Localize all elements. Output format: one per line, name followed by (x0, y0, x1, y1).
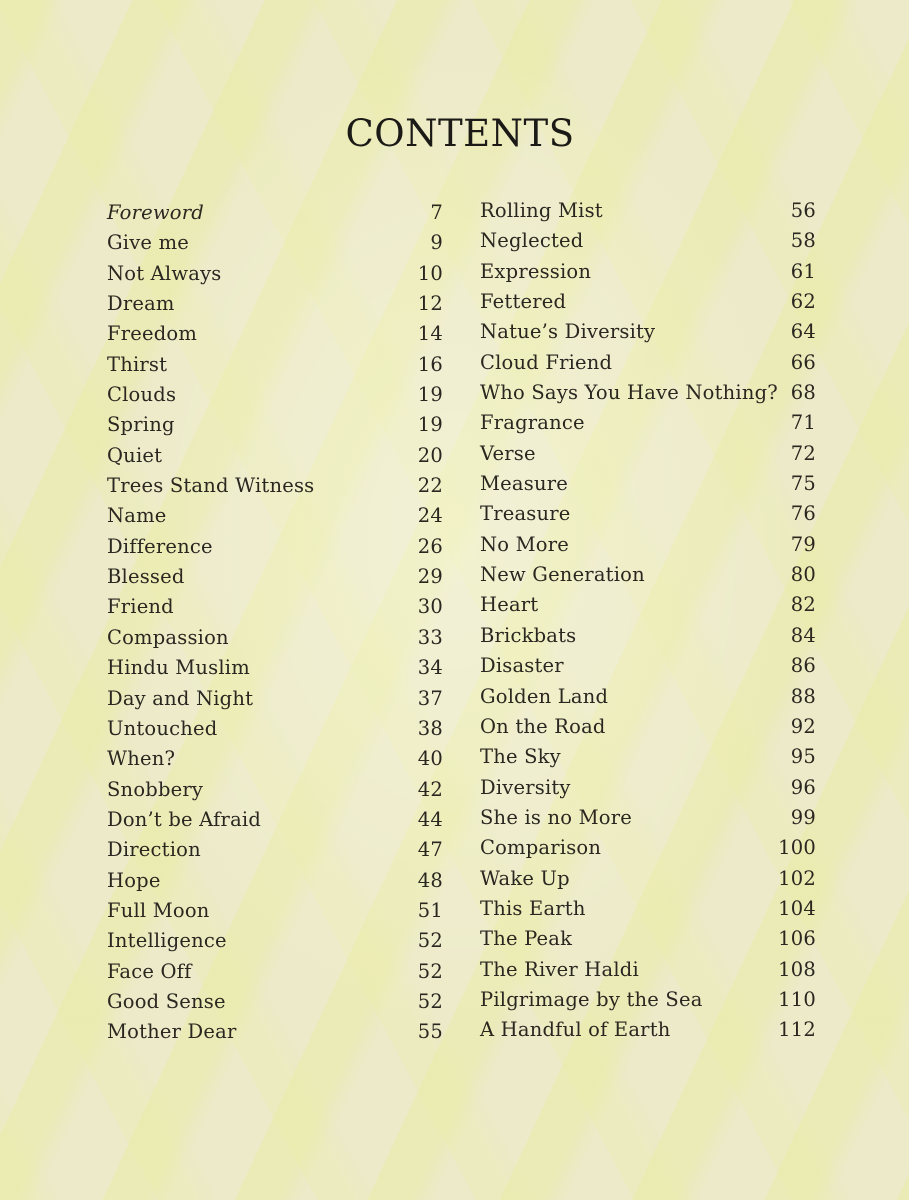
toc-right-column (480, 196, 816, 1046)
toc-entry-page-number: 19 (417, 383, 443, 407)
toc-entry-page-number: 79 (790, 532, 816, 556)
toc-entry-title: The Sky (480, 745, 561, 769)
toc-entry (107, 501, 443, 531)
toc-entry (107, 684, 443, 714)
toc-entry (107, 592, 443, 622)
toc-entry-title: The River Haldi (480, 957, 639, 981)
toc-entry-page-number: 112 (778, 1018, 816, 1042)
toc-entry (480, 682, 816, 712)
toc-entry (480, 408, 816, 438)
toc-entry (480, 499, 816, 529)
toc-entry-page-number: 106 (778, 927, 816, 951)
toc-entry (480, 378, 816, 408)
toc-entry-title: Disaster (480, 654, 564, 678)
toc-entry-title: Intelligence (107, 929, 227, 953)
toc-entry (480, 1015, 816, 1045)
toc-entry-title: She is no More (480, 805, 632, 829)
toc-entry-title: Heart (480, 593, 539, 617)
toc-entry-page-number: 30 (417, 595, 443, 619)
toc-entry-page-number: 7 (430, 201, 443, 224)
toc-entry-page-number: 110 (778, 987, 816, 1011)
toc-entry-title: Face Off (107, 959, 192, 983)
toc-entry (107, 653, 443, 683)
toc-entry (480, 226, 816, 256)
toc-entry (107, 866, 443, 896)
toc-entry (107, 987, 443, 1017)
toc-entry (480, 894, 816, 924)
toc-entry-page-number: 10 (417, 261, 443, 285)
toc-entry-page-number: 44 (417, 807, 443, 831)
toc-entry-page-number: 19 (417, 413, 443, 437)
toc-entry (107, 410, 443, 440)
toc-entry-title: Hindu Muslim (107, 656, 250, 680)
toc-entry-page-number: 37 (417, 686, 443, 710)
toc-entry-page-number: 22 (417, 474, 443, 498)
toc-entry (480, 348, 816, 378)
toc-entry-title: Mother Dear (107, 1020, 237, 1044)
toc-entry (480, 287, 816, 317)
toc-entry (480, 317, 816, 347)
toc-entry-title: Brickbats (480, 623, 577, 647)
toc-entry-page-number: 55 (417, 1020, 443, 1044)
toc-entry-page-number: 75 (790, 472, 816, 496)
toc-entry-page-number: 51 (417, 898, 443, 922)
toc-entry (107, 926, 443, 956)
toc-entry-title: Blessed (107, 565, 185, 589)
toc-entry (480, 439, 816, 469)
toc-entry-page-number: 96 (790, 775, 816, 799)
toc-entry-page-number: 86 (790, 654, 816, 678)
toc-entry (107, 957, 443, 987)
toc-entry-title: Don’t be Afraid (107, 807, 262, 831)
toc-entry-page-number: 14 (417, 322, 443, 346)
toc-entry (107, 380, 443, 410)
toc-entry-page-number: 62 (790, 290, 816, 314)
toc-entry-title: New Generation (480, 563, 645, 587)
toc-entry-title: When? (107, 747, 176, 771)
toc-entry-title: Direction (107, 838, 201, 862)
toc-entry-title: Comparison (480, 836, 602, 860)
toc-entry-page-number: 29 (417, 565, 443, 589)
toc-entry-title: Expression (480, 259, 592, 283)
toc-entry-page-number: 24 (417, 504, 443, 528)
toc-entry-title: Untouched (107, 716, 218, 740)
toc-entry-page-number: 108 (778, 957, 816, 981)
toc-entry-page-number: 88 (790, 684, 816, 708)
toc-left-column (107, 198, 443, 1048)
toc-entry-page-number: 58 (790, 229, 816, 253)
toc-entry-title: Thirst (107, 352, 168, 376)
toc-entry-page-number: 26 (417, 534, 443, 558)
toc-entry-title: Treasure (480, 502, 571, 526)
toc-entry-page-number: 71 (790, 411, 816, 435)
toc-entry (480, 621, 816, 651)
toc-entry (480, 651, 816, 681)
toc-entry-title: Natue’s Diversity (480, 320, 656, 344)
toc-entry-page-number: 76 (790, 502, 816, 526)
toc-entry-page-number: 48 (417, 868, 443, 892)
toc-entry (107, 471, 443, 501)
toc-entry (107, 289, 443, 319)
toc-entry (107, 896, 443, 926)
toc-entry-page-number: 40 (417, 747, 443, 771)
toc-entry-title: Not Always (107, 261, 222, 285)
toc-entry-title: On the Road (480, 714, 606, 738)
toc-entry-page-number: 99 (790, 805, 816, 829)
toc-entry (480, 196, 816, 226)
toc-entry (480, 924, 816, 954)
toc-entry (480, 712, 816, 742)
toc-entry-title: Fettered (480, 290, 567, 314)
toc-entry-page-number: 102 (778, 866, 816, 890)
toc-entry-page-number: 95 (790, 745, 816, 769)
toc-entry-page-number: 68 (790, 381, 816, 405)
toc-entry (107, 532, 443, 562)
toc-entry-page-number: 82 (790, 593, 816, 617)
toc-entry-title: Neglected (480, 229, 584, 253)
toc-entry-title: Fragrance (480, 411, 585, 435)
toc-entry-title: Rolling Mist (480, 199, 603, 222)
toc-entry-title: Wake Up (480, 866, 570, 890)
toc-entry-page-number: 34 (417, 656, 443, 680)
toc-entry-page-number: 64 (790, 320, 816, 344)
toc-entry-page-number: 56 (790, 199, 816, 222)
toc-entry-page-number: 33 (417, 625, 443, 649)
toc-entry-page-number: 61 (790, 259, 816, 283)
toc-entry-title: Compassion (107, 625, 229, 649)
toc-entry (480, 530, 816, 560)
toc-entry (107, 319, 443, 349)
toc-entry (480, 864, 816, 894)
toc-entry-page-number: 16 (417, 352, 443, 376)
toc-entry-page-number: 20 (417, 443, 443, 467)
toc-entry (107, 259, 443, 289)
toc-entry (107, 198, 443, 228)
toc-entry (480, 955, 816, 985)
toc-entry-page-number: 100 (778, 836, 816, 860)
toc-entry (480, 833, 816, 863)
toc-entry-page-number: 38 (417, 716, 443, 740)
toc-entry-title: Dream (107, 292, 175, 316)
toc-entry-page-number: 47 (417, 838, 443, 862)
toc-entry-title: Give me (107, 231, 189, 255)
toc-entry (107, 744, 443, 774)
toc-entry-title: Hope (107, 868, 161, 892)
toc-entry (480, 773, 816, 803)
toc-entry (480, 985, 816, 1015)
toc-entry (107, 835, 443, 865)
toc-entry-title: Name (107, 504, 167, 528)
toc-entry-title: Spring (107, 413, 175, 437)
toc-entry-title: This Earth (480, 896, 586, 920)
toc-entry (107, 1017, 443, 1047)
toc-entry-title: Measure (480, 472, 568, 496)
toc-entry-page-number: 52 (417, 929, 443, 953)
toc-entry-page-number: 66 (790, 350, 816, 374)
toc-entry-page-number: 84 (790, 623, 816, 647)
toc-entry-title: Golden Land (480, 684, 609, 708)
toc-entry-title: Difference (107, 534, 213, 558)
toc-entry (107, 805, 443, 835)
toc-entry-page-number: 104 (778, 896, 816, 920)
toc-entry-page-number: 80 (790, 563, 816, 587)
toc-entry (107, 562, 443, 592)
toc-entry-title: Who Says You Have Nothing? (480, 381, 778, 405)
toc-entry (480, 560, 816, 590)
toc-entry (480, 590, 816, 620)
toc-entry-page-number: 9 (430, 231, 443, 255)
toc-entry-title: Clouds (107, 383, 177, 407)
toc-entry (107, 775, 443, 805)
toc-entry-page-number: 92 (790, 714, 816, 738)
toc-entry (480, 469, 816, 499)
toc-entry-title: A Handful of Earth (480, 1018, 671, 1042)
toc-entry-title: Pilgrimage by the Sea (480, 987, 703, 1011)
toc-entry (480, 257, 816, 287)
toc-entry-title: Friend (107, 595, 174, 619)
toc-entry (480, 803, 816, 833)
toc-entry-title: Day and Night (107, 686, 254, 710)
toc-entry-title: Good Sense (107, 989, 226, 1013)
toc-entry-page-number: 42 (417, 777, 443, 801)
toc-entry (107, 228, 443, 258)
toc-entry-title: Cloud Friend (480, 350, 613, 374)
toc-entry-page-number: 52 (417, 989, 443, 1013)
toc-entry-title: The Peak (480, 927, 573, 951)
page-title: CONTENTS (345, 112, 575, 155)
toc-entry-title: Full Moon (107, 898, 210, 922)
toc-entry-page-number: 72 (790, 441, 816, 465)
toc-entry-title: No More (480, 532, 569, 556)
toc-entry-title: Diversity (480, 775, 571, 799)
toc-entry (107, 623, 443, 653)
toc-entry (480, 742, 816, 772)
toc-entry (107, 714, 443, 744)
toc-entry-page-number: 52 (417, 959, 443, 983)
toc-entry (107, 441, 443, 471)
toc-entry-page-number: 12 (417, 292, 443, 316)
toc-entry-title: Freedom (107, 322, 198, 346)
toc-entry-title: Verse (480, 441, 536, 465)
toc-entry-title: Snobbery (107, 777, 204, 801)
toc-entry-title: Foreword (107, 201, 204, 224)
toc-entry (107, 350, 443, 380)
toc-entry-title: Quiet (107, 443, 163, 467)
toc-entry-title: Trees Stand Witness (107, 474, 315, 498)
